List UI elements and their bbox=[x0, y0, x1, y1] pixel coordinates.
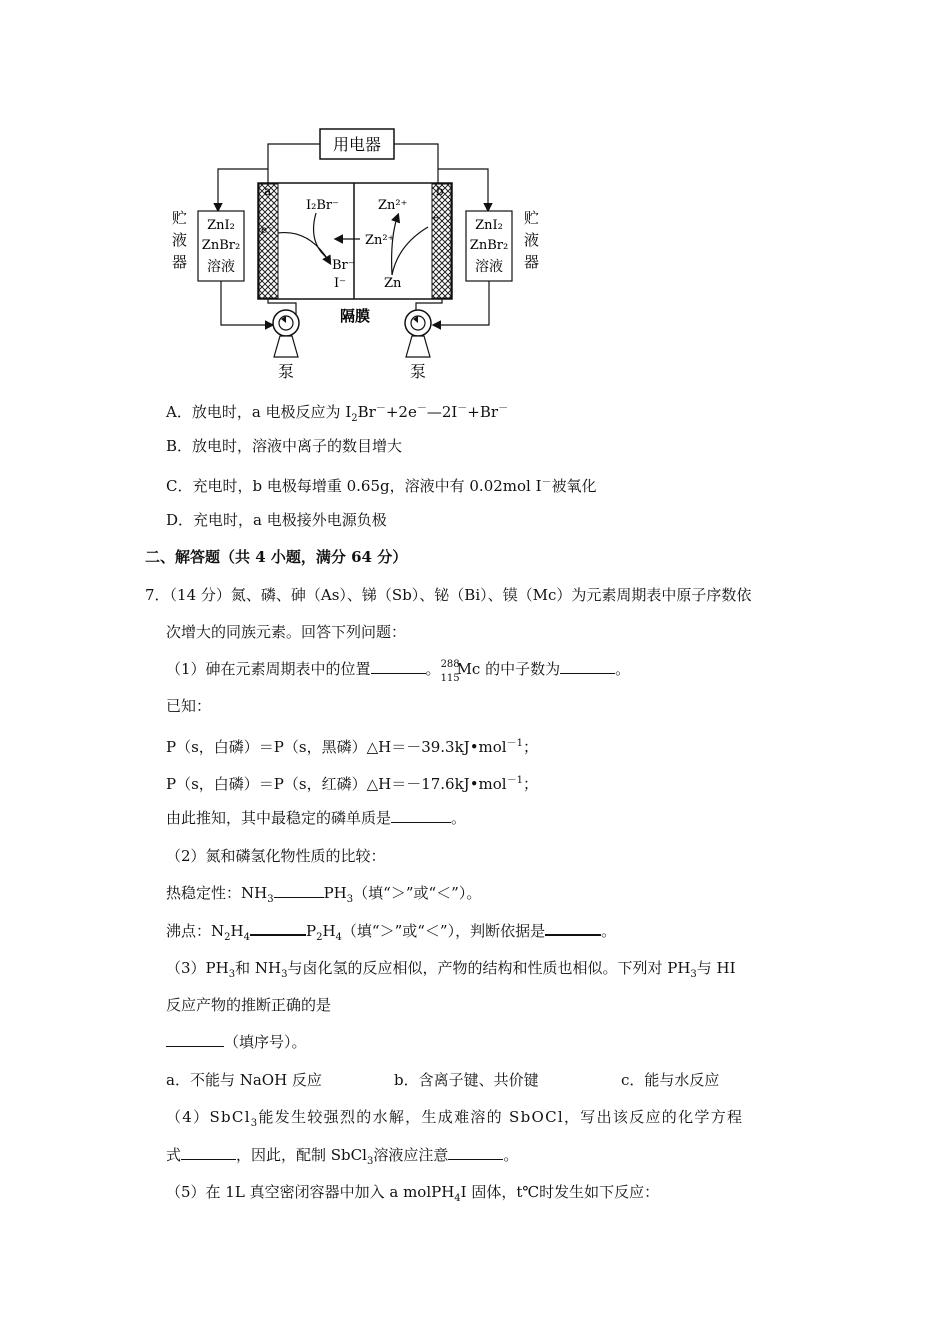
svg-text:e⁻: e⁻ bbox=[433, 213, 445, 224]
boiling-point: 沸点：$N_2H_4$ $P_2H_4$（填“＞”或“＜”），判断依据是 。 bbox=[166, 922, 617, 943]
svg-text:ZnBr₂: ZnBr₂ bbox=[469, 238, 509, 253]
species-i: I⁻ bbox=[334, 276, 346, 291]
svg-text:ZnI₂: ZnI₂ bbox=[207, 218, 235, 233]
q7-part4-line1: （4）SbCl$_3$能发生较强烈的水解，生成难溶的 SbOCl，写出该反应的化学方程 bbox=[166, 1108, 744, 1129]
tank-label-right: 贮液器 bbox=[524, 209, 540, 271]
svg-text:溶液: 溶液 bbox=[475, 259, 503, 275]
option-a: A．放电时，a 电极反应为 $I_2Br^-+2e^-—2I^-+Br^-$ bbox=[166, 403, 509, 424]
svg-text:a: a bbox=[264, 184, 272, 198]
q7-part2: （2）氮和磷氢化物性质的比较： bbox=[166, 847, 386, 865]
q7-part1: （1）砷在元素周期表中的位置 。 288 115 Mc 的中子数为 。 bbox=[166, 659, 631, 684]
pump-left bbox=[273, 310, 299, 357]
q7-part3-line1: $(3)PH_3$和 $NH_3$与卤化氢的反应相似，产物的结构和性质也相似。下列对 $PH_3$与 HI bbox=[166, 959, 736, 980]
svg-text:b: b bbox=[436, 184, 444, 198]
zinc-battery-diagram bbox=[160, 125, 560, 385]
option-b: B．放电时，溶液中离子的数目增大 bbox=[166, 437, 403, 455]
species-i2br: I₂Br⁻ bbox=[306, 198, 339, 213]
q7-intro-2: 次增大的同族元素。回答下列问题： bbox=[166, 623, 407, 641]
tank-label-left: 贮液器 bbox=[172, 209, 188, 271]
q7-part3-line3: （填序号）。 bbox=[166, 1032, 307, 1052]
thermal-stability: 热稳定性：$NH_3$ $PH_3$（填“＞”或“＜”）。 bbox=[166, 884, 482, 905]
known-label: 已知： bbox=[166, 697, 212, 715]
choice-c: c．能与水反应 bbox=[621, 1071, 720, 1089]
svg-text:ZnBr₂: ZnBr₂ bbox=[201, 238, 241, 253]
equation-2: P（s，白磷）＝P（s，红磷）△H＝－17.6kJ•mol$^{-1}$； bbox=[166, 775, 538, 793]
option-d: D．充电时，a 电极接外电源负极 bbox=[166, 511, 387, 529]
electrode-b bbox=[432, 184, 451, 298]
pump-label-right: 泵 bbox=[409, 362, 427, 381]
cell-body bbox=[258, 183, 452, 299]
species-zn2-top: Zn²⁺ bbox=[378, 198, 408, 213]
pump-label-left: 泵 bbox=[277, 362, 295, 381]
svg-text:e⁻: e⁻ bbox=[261, 225, 273, 236]
species-br: Br⁻ bbox=[332, 258, 355, 273]
electrode-a bbox=[259, 184, 278, 298]
svg-text:ZnI₂: ZnI₂ bbox=[475, 218, 503, 233]
q7-part4-line2: 式 ，因此，配制 SbCl$_3$溶液应注意 。 bbox=[166, 1146, 519, 1167]
inference: 由此推知，其中最稳定的磷单质是 。 bbox=[166, 809, 467, 827]
species-zn2-mid: Zn²⁺ bbox=[365, 233, 395, 248]
equation-1: P（s，白磷）＝P（s，黑磷）△H＝－39.3kJ•mol$^{-1}$； bbox=[166, 738, 538, 756]
q7-part5: （5）在 1L 真空密闭容器中加入 a molPH$_4$I 固体，t℃时发生如下反应： bbox=[166, 1183, 660, 1204]
choice-a: a．不能与 NaOH 反应 bbox=[166, 1071, 322, 1089]
device-label: 用电器 bbox=[332, 135, 382, 154]
pump-right bbox=[405, 310, 431, 357]
section-title: 二、解答题（共 4 小题，满分 64 分） bbox=[145, 548, 408, 566]
membrane-label: 隔膜 bbox=[340, 307, 371, 325]
q7-part3-line2: 反应产物的推断正确的是 bbox=[166, 996, 332, 1014]
choice-b: b．含离子键、共价键 bbox=[394, 1071, 539, 1089]
q7-intro-1: 7．（14 分）氮、磷、砷（As）、锑（Sb）、铋（Bi）、镆（Mc）为元素周期表中原子序数依 bbox=[145, 586, 752, 604]
species-zn: Zn bbox=[384, 276, 402, 291]
option-c: C．充电时，b 电极每增重 0.65g，溶液中有 0.02mol I－被氧化 bbox=[166, 477, 597, 495]
svg-text:溶液: 溶液 bbox=[207, 259, 235, 275]
